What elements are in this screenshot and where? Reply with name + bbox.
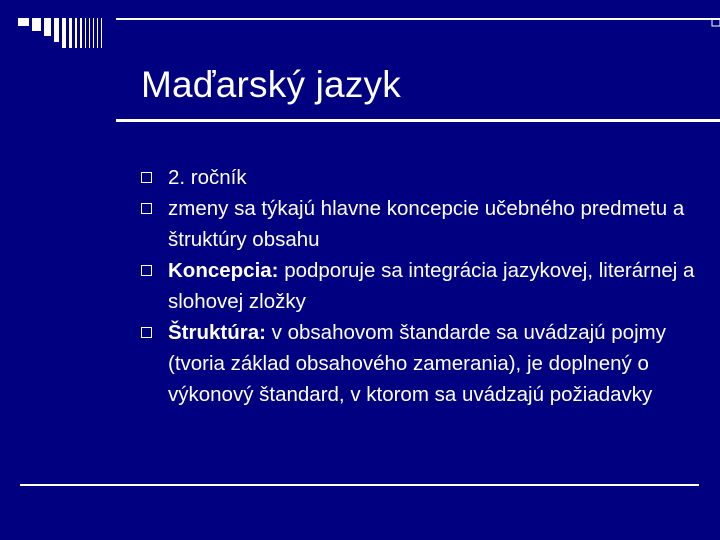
footer-divider: [20, 484, 699, 486]
bullet-list: [140, 162, 700, 410]
bullet-text: zmeny sa týkajú hlavne koncepcie učebného predmetu a štruktúry obsahu: [168, 197, 685, 251]
square-bullet-icon: [141, 172, 152, 183]
bullet-item: [140, 162, 700, 193]
decorative-stripes: [18, 18, 720, 48]
title-divider: [116, 119, 720, 122]
bullet-text: 2. ročník: [168, 166, 247, 189]
slide-title: Maďarský jazyk: [141, 64, 401, 105]
square-bullet-icon: [141, 203, 152, 214]
square-bullet-icon: [141, 265, 152, 276]
bullet-item: [140, 317, 700, 410]
bullet-heading: Koncepcia:: [168, 259, 279, 282]
bullet-item: [140, 193, 700, 255]
bullet-text: v obsahovom štandarde sa uvádzajú pojmy (tvoria základ obsahového zamerania), je doplnený o výkonový štandard, v ktorom sa uvádzajú požiadavky: [168, 321, 666, 406]
bullet-heading: Štruktúra:: [168, 321, 266, 344]
square-bullet-icon: [141, 327, 152, 338]
bullet-text: podporuje sa integrácia jazykovej, literárnej a slohovej zložky: [168, 259, 695, 313]
bullet-item: [140, 255, 700, 317]
